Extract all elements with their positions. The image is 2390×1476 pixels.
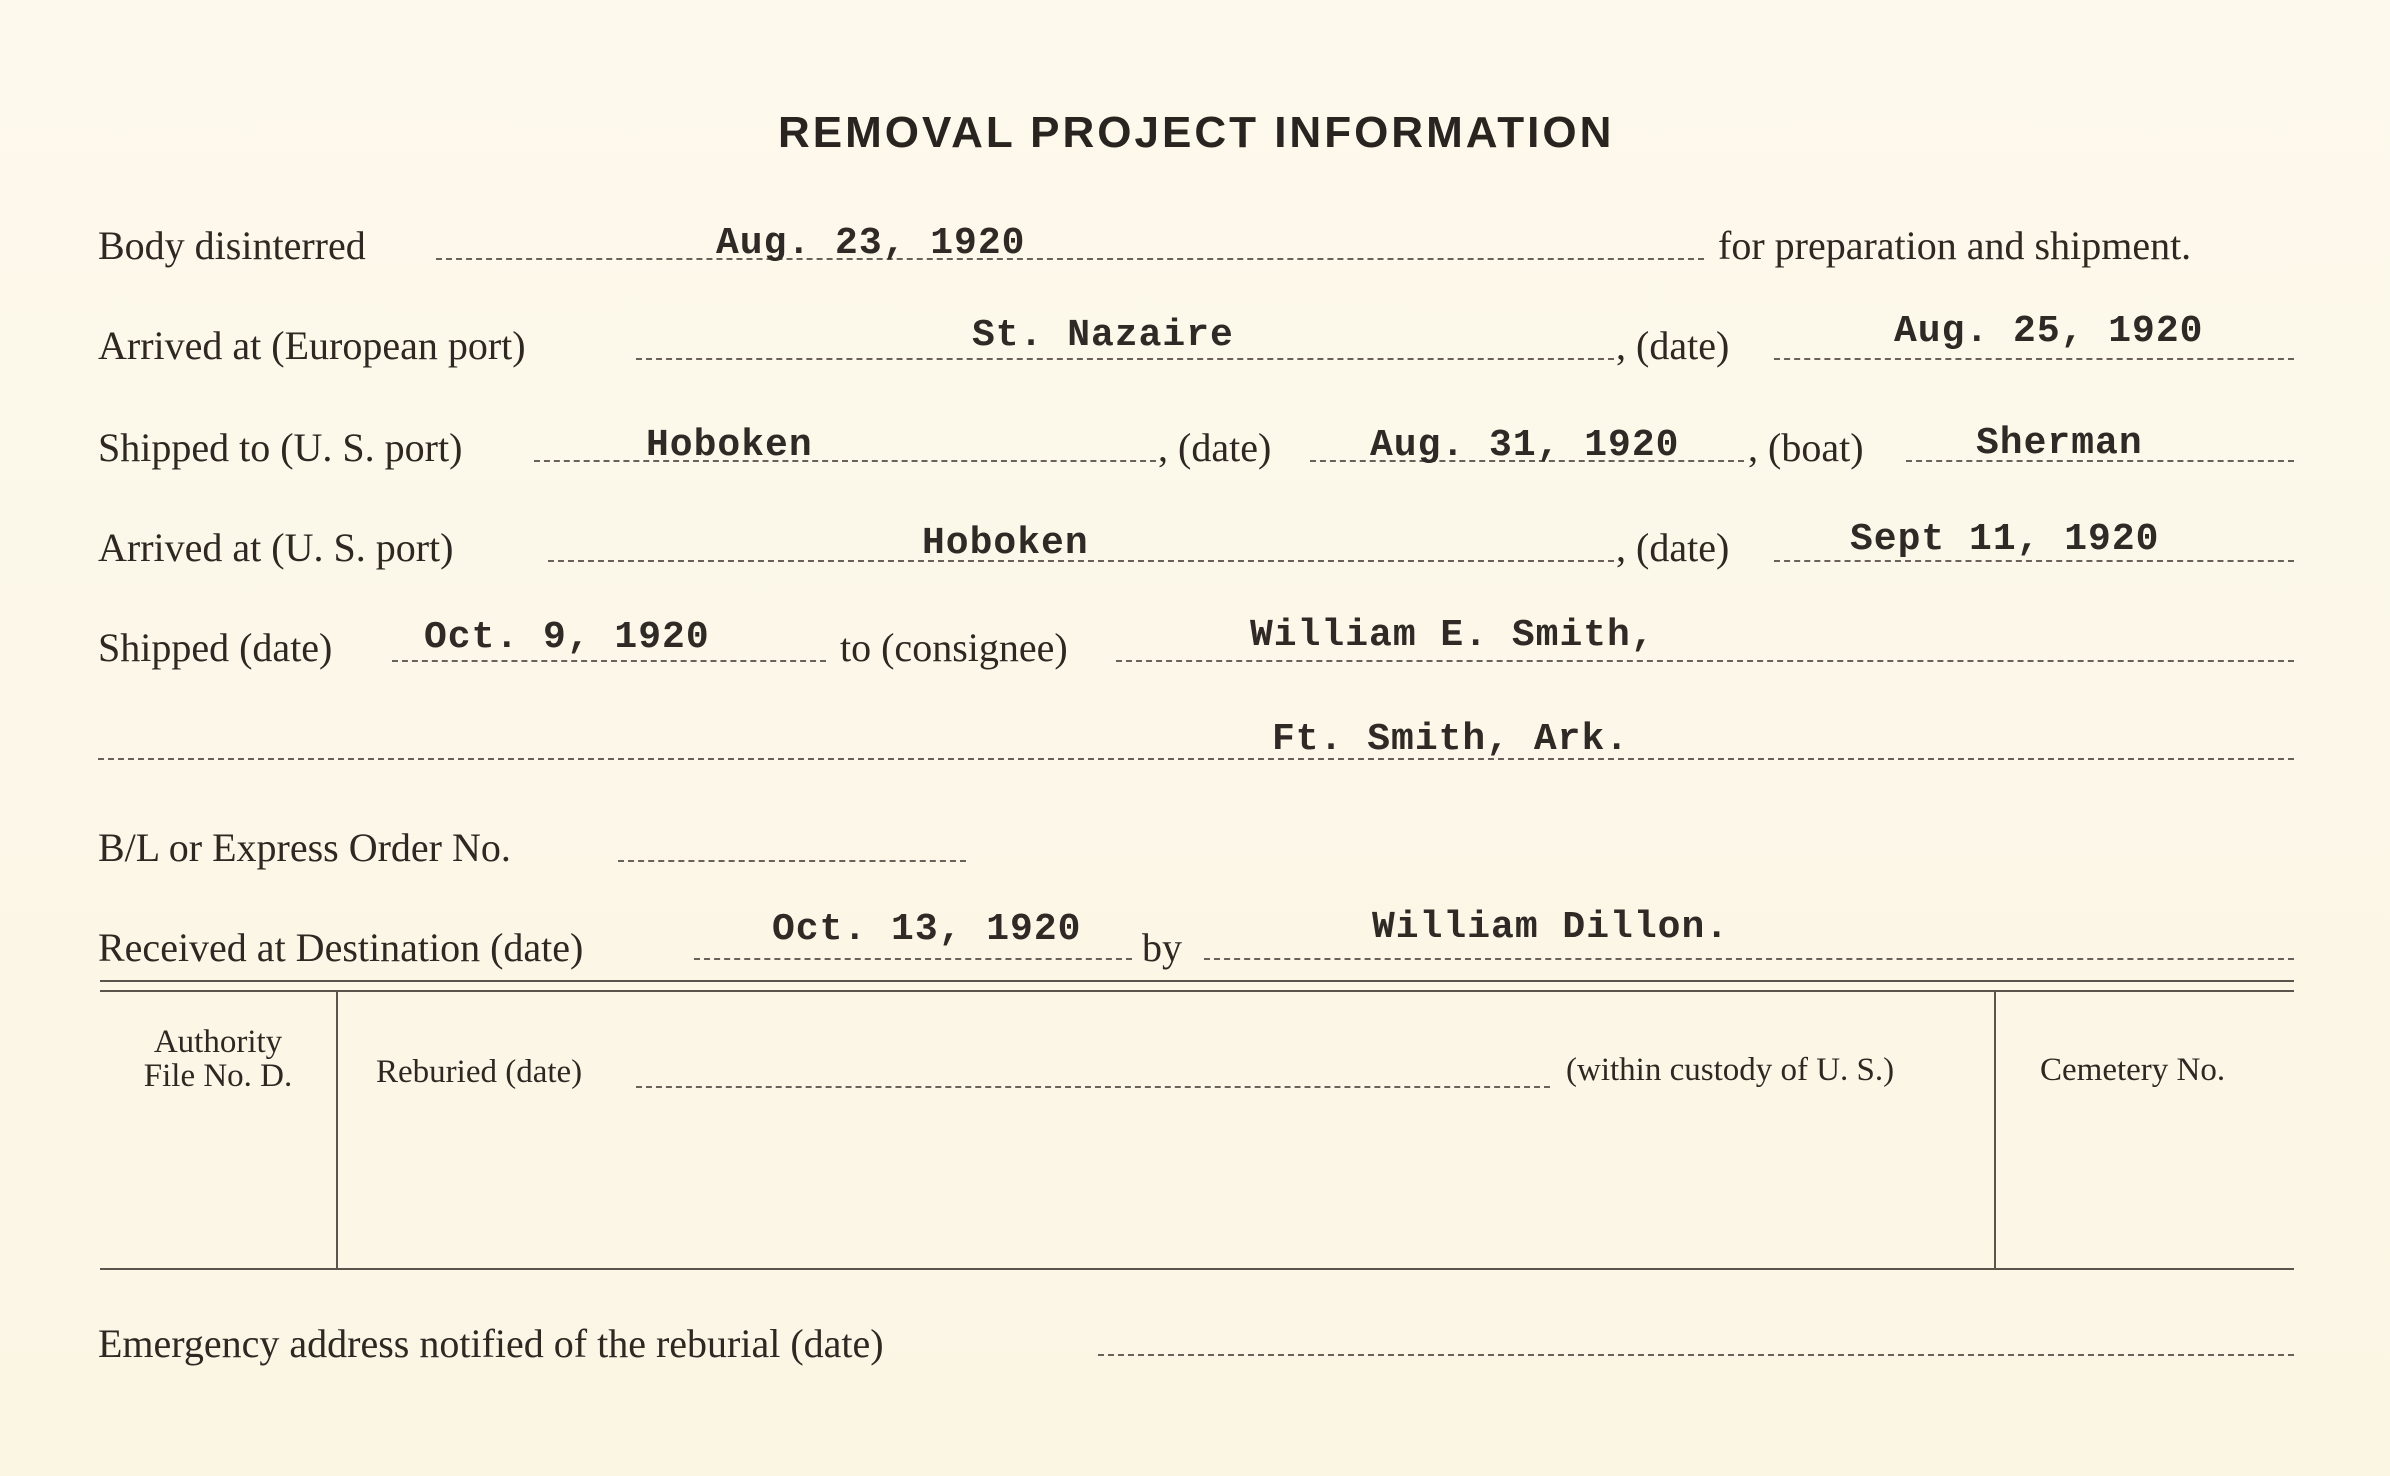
shipped-date-label: Shipped (date) — [98, 625, 333, 670]
table-top-rule-1 — [100, 980, 2294, 982]
reburied-line — [636, 1086, 1550, 1088]
table-top-rule-2 — [100, 990, 2294, 992]
shipped-us-date-value: Aug. 31, 1920 — [1370, 424, 1680, 467]
consignee-value: William E. Smith, — [1250, 614, 1655, 657]
consignee-label: to (consignee) — [840, 625, 1068, 670]
arrived-us-value: Hoboken — [922, 522, 1089, 565]
received-line — [694, 958, 1132, 960]
shipped-us-boat-value: Sherman — [1976, 422, 2143, 465]
body-disinterred-suffix: for preparation and shipment. — [1718, 223, 2192, 268]
consignee-line — [1116, 660, 2294, 662]
arrived-european-date-value: Aug. 25, 1920 — [1894, 310, 2204, 353]
body-disinterred-line — [436, 258, 1704, 260]
received-label: Received at Destination (date) — [98, 925, 584, 970]
shipped-date-line — [392, 660, 826, 662]
emergency-line — [1098, 1354, 2294, 1356]
arrived-us-date-label: , (date) — [1616, 525, 1730, 570]
arrived-us-date-value: Sept 11, 1920 — [1850, 518, 2160, 561]
consignee-address-value: Ft. Smith, Ark. — [1272, 718, 1630, 761]
table-divider-left — [336, 992, 338, 1268]
authority-label: Authority — [153, 1024, 283, 1060]
custody-label: (within custody of U. S.) — [1566, 1052, 1895, 1088]
received-by-label: by — [1142, 925, 1182, 970]
arrived-european-line — [636, 358, 1614, 360]
emergency-label: Emergency address notified of the reburial (date) — [98, 1321, 884, 1366]
cemetery-no-label: Cemetery No. — [2040, 1052, 2226, 1088]
received-by-line — [1204, 958, 2294, 960]
shipped-us-date-label: , (date) — [1158, 425, 1272, 470]
shipped-date-value: Oct. 9, 1920 — [424, 616, 710, 659]
received-value: Oct. 13, 1920 — [772, 908, 1082, 951]
arrived-european-label: Arrived at (European port) — [98, 323, 526, 368]
table-divider-right — [1994, 992, 1996, 1268]
file-no-label: File No. D. — [143, 1058, 293, 1094]
consignee-address-line — [98, 758, 2294, 760]
arrived-european-date-line — [1774, 358, 2294, 360]
page-title: REMOVAL PROJECT INFORMATION — [778, 108, 1615, 157]
arrived-european-date-label: , (date) — [1616, 323, 1730, 368]
shipped-us-boat-label: , (boat) — [1748, 425, 1864, 470]
body-disinterred-value: Aug. 23, 1920 — [716, 222, 1026, 265]
body-disinterred-label: Body disinterred — [98, 223, 366, 268]
arrived-us-label: Arrived at (U. S. port) — [98, 525, 454, 570]
shipped-us-label: Shipped to (U. S. port) — [98, 425, 463, 470]
table-bottom-rule — [100, 1268, 2294, 1270]
shipped-us-value: Hoboken — [646, 424, 813, 467]
bl-order-label: B/L or Express Order No. — [98, 825, 511, 870]
reburied-label: Reburied (date) — [376, 1054, 583, 1090]
bl-order-line — [618, 860, 966, 862]
arrived-european-value: St. Nazaire — [972, 314, 1234, 357]
shipped-us-line — [534, 460, 1156, 462]
received-by-value: William Dillon. — [1372, 906, 1730, 949]
